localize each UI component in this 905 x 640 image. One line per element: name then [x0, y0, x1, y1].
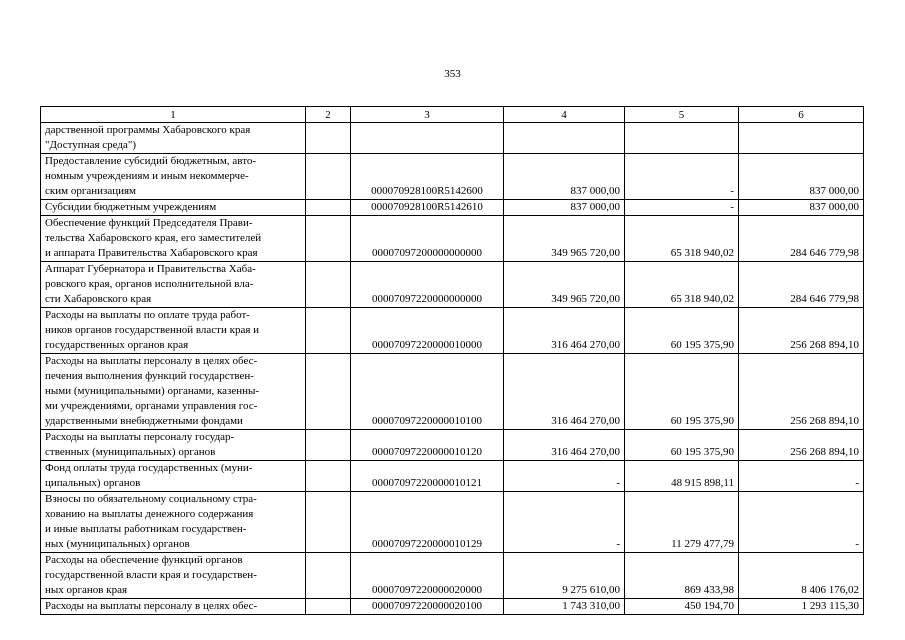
row-value-col6: 256 268 894,10	[739, 430, 864, 461]
row-value-col4: -	[504, 461, 625, 492]
table-row	[41, 599, 864, 615]
description-line: "Доступная среда")	[45, 139, 137, 151]
description-line: Расходы на выплаты по оплате труда работ-	[45, 309, 250, 321]
row-value-col5: 65 318 940,02	[625, 262, 739, 308]
row-description	[41, 430, 306, 461]
table-row	[41, 262, 864, 308]
row-description	[41, 216, 306, 262]
row-classification-code: 00007097220000010129	[351, 492, 504, 553]
row-column-2	[306, 262, 351, 308]
row-classification-code: 00007097220000020100	[351, 599, 504, 615]
description-line: и аппарата Правительства Хабаровского края	[45, 247, 258, 259]
row-value-col5: -	[625, 200, 739, 216]
table-row	[41, 154, 864, 200]
row-value-col4: 349 965 720,00	[504, 216, 625, 262]
description-line: Субсидии бюджетным учреждениям	[45, 201, 217, 213]
row-value-col6: 284 646 779,98	[739, 262, 864, 308]
description-line: ровского края, органов исполнительной вла-	[45, 278, 254, 290]
description-line: государственной власти края и государствен-	[45, 569, 257, 581]
table-row	[41, 553, 864, 599]
row-value-col5: 48 915 898,11	[625, 461, 739, 492]
description-line: и иные выплаты работникам государствен-	[45, 523, 247, 535]
row-column-2	[306, 553, 351, 599]
table-header-row	[41, 107, 864, 123]
row-value-col4: 316 464 270,00	[504, 354, 625, 430]
column-header-4: 4	[504, 107, 625, 123]
row-value-col6: 284 646 779,98	[739, 216, 864, 262]
row-value-col5: 60 195 375,90	[625, 308, 739, 354]
row-column-2	[306, 430, 351, 461]
row-value-col5: 869 433,98	[625, 553, 739, 599]
description-line: государственных органов края	[45, 339, 189, 351]
description-line: тельства Хабаровского края, его заместителей	[45, 232, 262, 244]
row-value-col4: -	[504, 492, 625, 553]
description-line: Предоставление субсидий бюджетным, авто-	[45, 155, 257, 167]
row-value-col6: -	[739, 461, 864, 492]
column-header-1: 1	[41, 107, 306, 123]
row-classification-code: 00007097220000020000	[351, 553, 504, 599]
row-column-2	[306, 354, 351, 430]
column-header-3: 3	[351, 107, 504, 123]
row-description	[41, 200, 306, 216]
row-description	[41, 262, 306, 308]
description-line: ми учреждениями, органами управления гос-	[45, 400, 258, 412]
row-column-2	[306, 492, 351, 553]
row-description	[41, 308, 306, 354]
row-classification-code: 000070928100R5142610	[351, 200, 504, 216]
row-value-col5: 60 195 375,90	[625, 430, 739, 461]
description-line: печения выполнения функций государствен-	[45, 370, 254, 382]
description-line: ципальных) органов	[45, 477, 141, 489]
column-header-5: 5	[625, 107, 739, 123]
description-line: хованию на выплаты денежного содержания	[45, 508, 254, 520]
row-value-col4: 316 464 270,00	[504, 308, 625, 354]
row-value-col4: 9 275 610,00	[504, 553, 625, 599]
description-line: Расходы на выплаты персоналу в целях обес-	[45, 600, 258, 612]
row-classification-code: 000070928100R5142600	[351, 154, 504, 200]
row-value-col5: 450 194,70	[625, 599, 739, 615]
row-column-2	[306, 599, 351, 615]
table-row	[41, 308, 864, 354]
row-value-col6: -	[739, 492, 864, 553]
row-description	[41, 123, 306, 154]
description-line: ных органов края	[45, 584, 128, 596]
row-value-col4: 837 000,00	[504, 154, 625, 200]
row-value-col4: 837 000,00	[504, 200, 625, 216]
table-row	[41, 430, 864, 461]
row-classification-code: 00007097220000010120	[351, 430, 504, 461]
row-value-col5	[625, 123, 739, 154]
row-value-col6: 256 268 894,10	[739, 354, 864, 430]
description-line: ским организациям	[45, 185, 137, 197]
row-value-col4: 316 464 270,00	[504, 430, 625, 461]
description-line: Расходы на выплаты персоналу в целях обес-	[45, 355, 258, 367]
description-line: Взносы по обязательному социальному стра-	[45, 493, 257, 505]
description-line: номным учреждениям и иным некоммерче-	[45, 170, 249, 182]
row-value-col6: 8 406 176,02	[739, 553, 864, 599]
row-classification-code: 00007097200000000000	[351, 216, 504, 262]
row-value-col6	[739, 123, 864, 154]
row-value-col5: 11 279 477,79	[625, 492, 739, 553]
row-classification-code	[351, 123, 504, 154]
row-description	[41, 599, 306, 615]
row-column-2	[306, 216, 351, 262]
row-column-2	[306, 123, 351, 154]
row-classification-code: 00007097220000000000	[351, 262, 504, 308]
row-description	[41, 354, 306, 430]
row-value-col5: 65 318 940,02	[625, 216, 739, 262]
description-line: дарственной программы Хабаровского края	[45, 124, 251, 136]
row-classification-code: 00007097220000010000	[351, 308, 504, 354]
description-line: ных (муниципальных) органов	[45, 538, 190, 550]
description-line: сти Хабаровского края	[45, 293, 152, 305]
row-column-2	[306, 308, 351, 354]
row-value-col5: 60 195 375,90	[625, 354, 739, 430]
column-header-6: 6	[739, 107, 864, 123]
row-classification-code: 00007097220000010121	[351, 461, 504, 492]
table-row	[41, 216, 864, 262]
table-row	[41, 123, 864, 154]
row-description	[41, 461, 306, 492]
table-row	[41, 492, 864, 553]
row-description	[41, 154, 306, 200]
row-value-col4: 1 743 310,00	[504, 599, 625, 615]
description-line: ников органов государственной власти края и	[45, 324, 260, 336]
column-header-2: 2	[306, 107, 351, 123]
description-line: ственных (муниципальных) органов	[45, 446, 216, 458]
table-row	[41, 200, 864, 216]
row-classification-code: 00007097220000010100	[351, 354, 504, 430]
description-line: ударственными внебюджетными фондами	[45, 415, 243, 427]
row-column-2	[306, 200, 351, 216]
row-value-col5: -	[625, 154, 739, 200]
row-description	[41, 553, 306, 599]
description-line: Аппарат Губернатора и Правительства Хаба-	[45, 263, 256, 275]
page-number: 353	[444, 68, 461, 80]
row-value-col4	[504, 123, 625, 154]
row-value-col4: 349 965 720,00	[504, 262, 625, 308]
description-line: Обеспечение функций Председателя Прави-	[45, 217, 253, 229]
table-row	[41, 461, 864, 492]
row-description	[41, 492, 306, 553]
description-line: Расходы на обеспечение функций органов	[45, 554, 243, 566]
budget-table	[40, 106, 864, 615]
row-value-col6: 1 293 115,30	[739, 599, 864, 615]
table-row	[41, 354, 864, 430]
description-line: Фонд оплаты труда государственных (муни-	[45, 462, 253, 474]
row-column-2	[306, 154, 351, 200]
row-value-col6: 256 268 894,10	[739, 308, 864, 354]
row-value-col6: 837 000,00	[739, 154, 864, 200]
row-column-2	[306, 461, 351, 492]
description-line: ными (муниципальными) органами, казенны-	[45, 385, 260, 397]
row-value-col6: 837 000,00	[739, 200, 864, 216]
description-line: Расходы на выплаты персоналу государ-	[45, 431, 235, 443]
